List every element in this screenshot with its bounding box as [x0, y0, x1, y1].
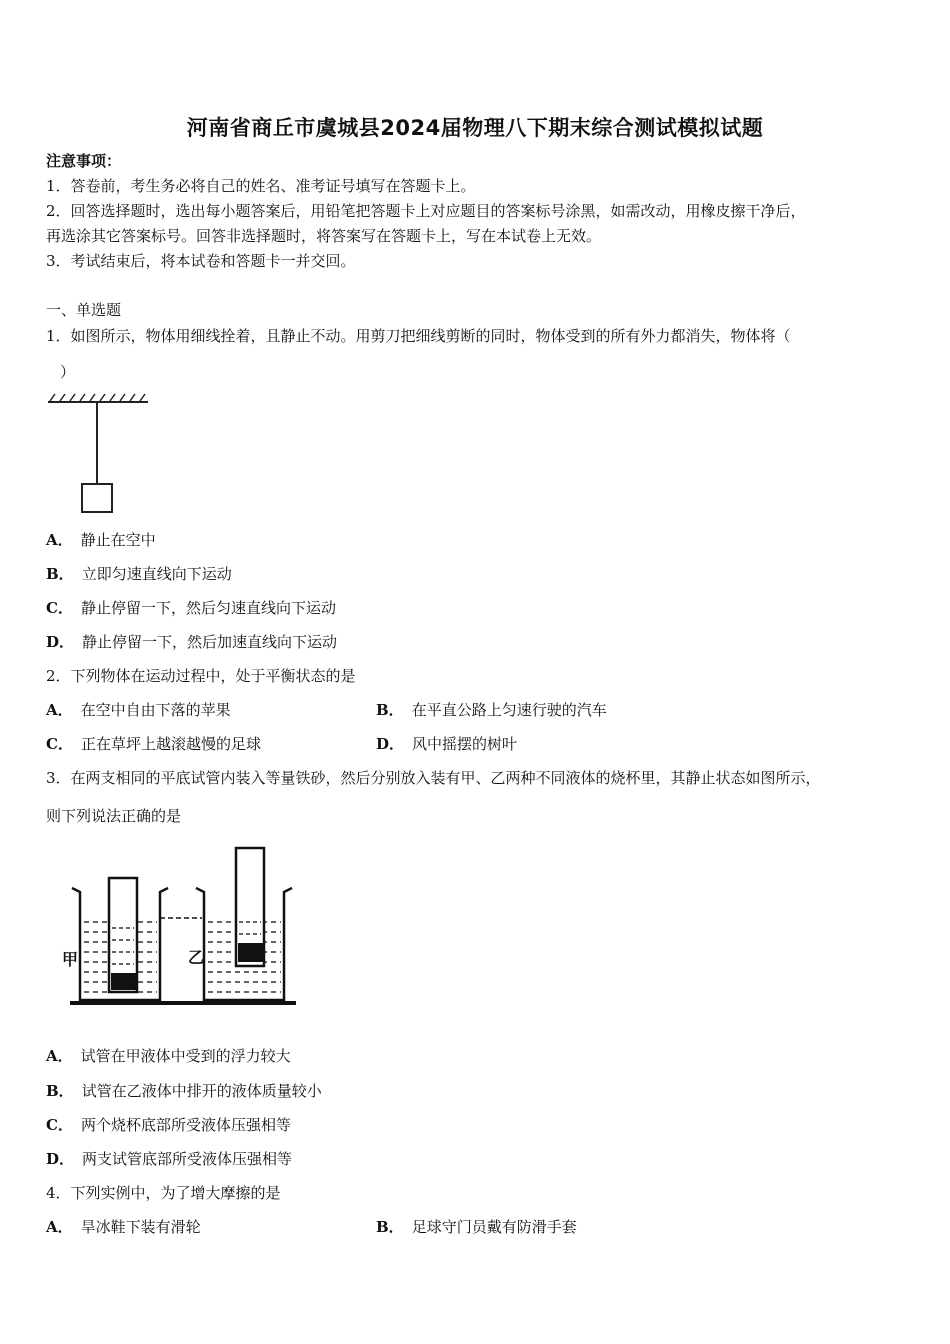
q3-option-b: B． 试管在乙液体中排开的液体质量较小 — [46, 1082, 322, 1100]
ceiling-hatching — [50, 394, 145, 401]
label-jia: 甲 — [62, 952, 79, 969]
note-item-2-cont: 再选涂其它答案标号。回答非选择题时，将答案写在答题卡上，写在本试卷上无效。 — [46, 227, 602, 245]
q1-option-c: C． 静止停留一下，然后匀速直线向下运动 — [46, 599, 336, 617]
q2-option-b: B． 在平直公路上匀速行驶的汽车 — [376, 701, 607, 719]
q3-option-c: C． 两个烧杯底部所受液体压强相等 — [46, 1116, 291, 1134]
q4-option-b: B． 足球守门员戴有防滑手套 — [376, 1218, 577, 1236]
iron-sand-jia — [111, 973, 136, 990]
q3-stem-cont: 则下列说法正确的是 — [46, 807, 182, 825]
section-heading: 一、单选题 — [46, 301, 122, 319]
q1-option-d: D． 静止停留一下，然后加速直线向下运动 — [46, 633, 338, 651]
q3-stem: 3．在两支相同的平底试管内装入等量铁砂，然后分别放入装有甲、乙两种不同液体的烧杯里，其静止状态如图所示， — [46, 769, 821, 787]
q1-option-b: B． 立即匀速直线向下运动 — [46, 565, 232, 583]
label-yi: 乙 — [188, 950, 205, 967]
q1-stem: 1．如图所示，物体用细线拴着，且静止不动。用剪刀把细线剪断的同时，物体受到的所有外力都消失，物体将（ — [46, 327, 791, 345]
q2-stem: 2．下列物体在运动过程中，处于平衡状态的是 — [46, 667, 356, 685]
q4-option-a: A． 旱冰鞋下装有滑轮 — [46, 1218, 201, 1236]
q3-option-d: D． 两支试管底部所受液体压强相等 — [46, 1150, 293, 1168]
note-item-3: 3．考试结束后，将本试卷和答题卡一并交回。 — [46, 252, 356, 270]
q2-option-d: D． 风中摇摆的树叶 — [376, 735, 518, 753]
q1-option-a: A． 静止在空中 — [46, 531, 156, 549]
note-item-2: 2．回答选择题时，选出每小题答案后，用铅笔把答题卡上对应题目的答案标号涂黑，如需改动，用橡皮擦干净后， — [46, 202, 806, 220]
q3-beakers-figure — [60, 844, 306, 1014]
hanging-block — [82, 484, 112, 512]
q4-stem: 4．下列实例中，为了增大摩擦的是 — [46, 1184, 281, 1202]
page-title: 河南省商丘市虞城县2024届物理八下期末综合测试模拟试题 — [186, 116, 764, 140]
notes-heading: 注意事项： — [46, 152, 122, 170]
q2-option-c: C． 正在草坪上越滚越慢的足球 — [46, 735, 261, 753]
note-item-1: 1．答卷前，考生务必将自己的姓名、准考证号填写在答题卡上。 — [46, 177, 476, 195]
q3-option-a: A． 试管在甲液体中受到的浮力较大 — [46, 1047, 291, 1065]
q1-hanging-block-figure — [44, 390, 154, 518]
iron-sand-yi — [238, 943, 263, 962]
q2-option-a: A． 在空中自由下落的苹果 — [46, 701, 231, 719]
q1-stem-end: ） — [60, 363, 76, 381]
